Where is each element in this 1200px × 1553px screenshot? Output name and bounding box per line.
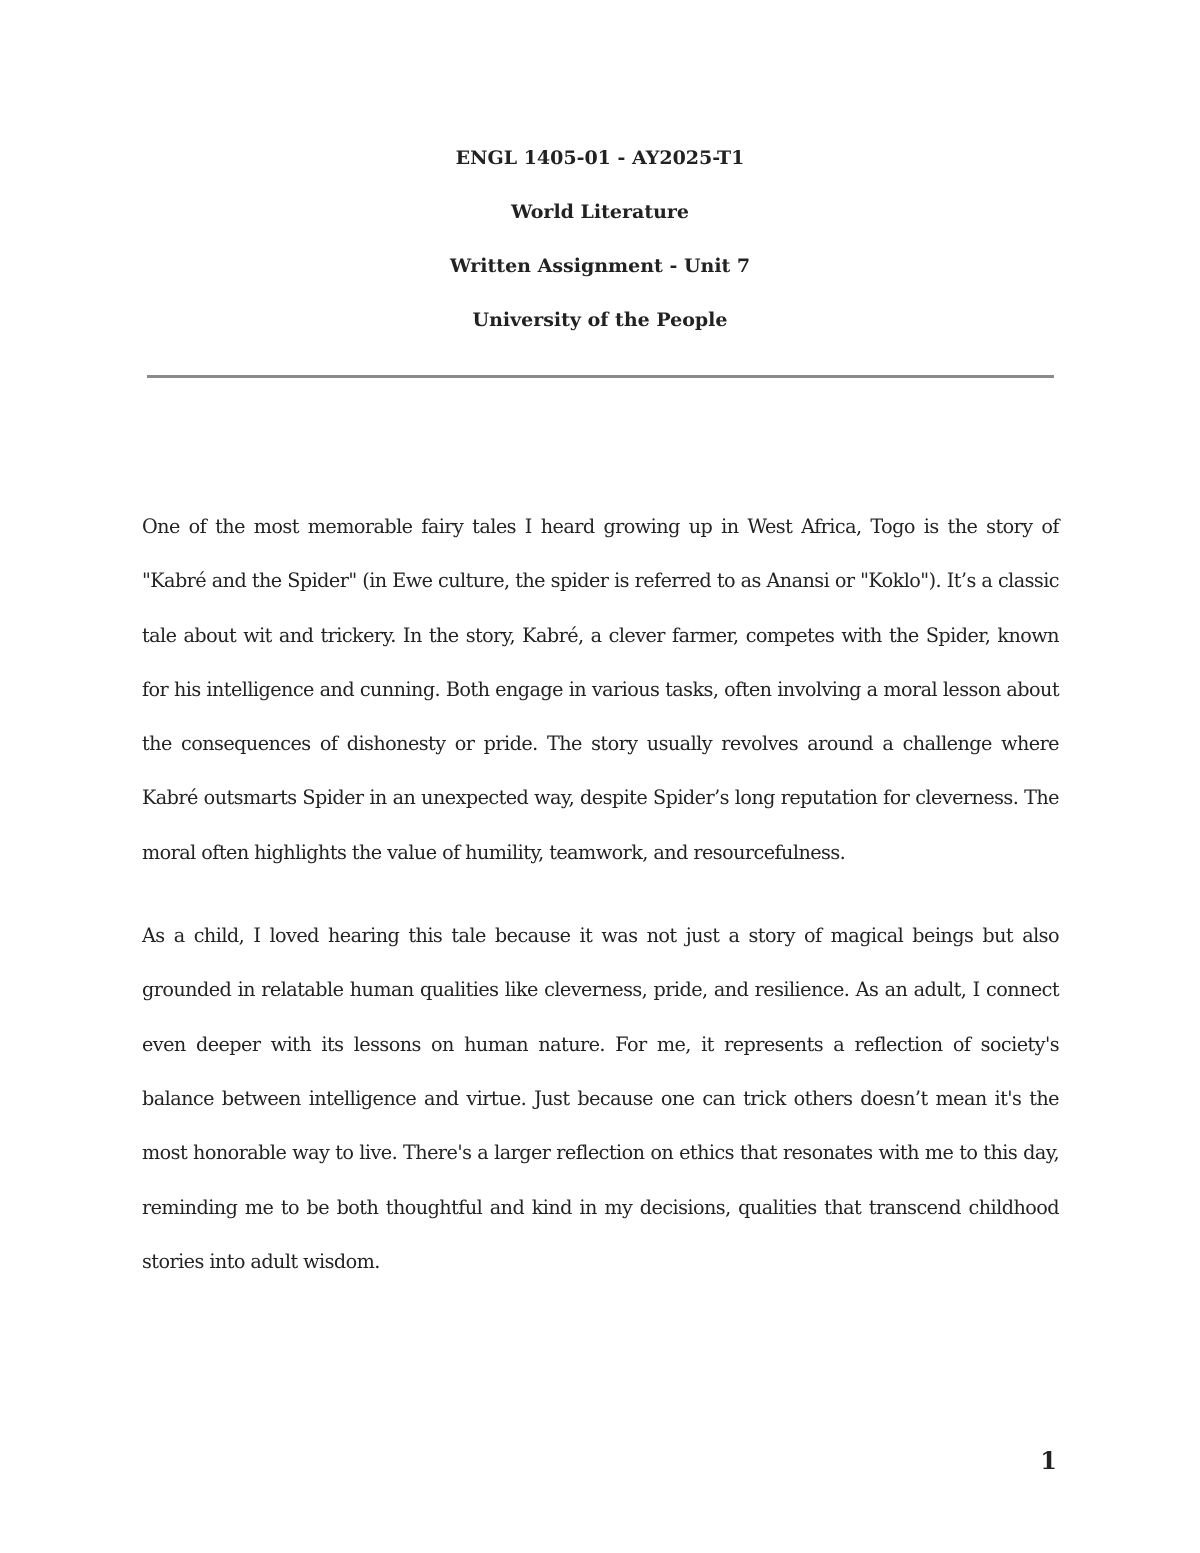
course-name: World Literature [510, 201, 690, 223]
page-number: 1 [1040, 1446, 1057, 1475]
institution-name: University of the People [472, 309, 728, 331]
document-body [142, 500, 1059, 1289]
body-paragraph-1: One of the most memorable fairy tales I heard growing up in West Africa, Togo is the story of "Kabré and the Spider" (in Ewe culture, the spider is referred to as Anansi or "Koklo"). It’s a classic tale about wit and trickery. In the story, Kabré, a clever farmer, competes with the Spider, known for his intelligence and cunning. Both engage in various tasks, often involving a moral lesson about the consequences of dishonesty or pride. The story usually revolves around a challenge where Kabré outsmarts Spider in an unexpected way, despite Spider’s long reputation for cleverness. The moral often highlights the value of humility, teamwork, and resourcefulness. [142, 515, 1059, 864]
body-paragraph-2: As a child, I loved hearing this tale because it was not just a story of magical beings but also grounded in relatable human qualities like cleverness, pride, and resilience. As an adult, I connect even deeper with its lessons on human nature. For me, it represents a reflection of society's balance between intelligence and virtue. Just because one can trick others doesn’t mean it's the most honorable way to live. There's a larger reflection on ethics that resonates with me to this day, reminding me to be both thoughtful and kind in my decisions, qualities that transcend childhood stories into adult wisdom. [142, 924, 1059, 1273]
course-code: ENGL 1405-01 - AY2025-T1 [455, 147, 745, 169]
assignment-title: Written Assignment - Unit 7 [449, 255, 751, 277]
horizontal-divider [147, 375, 1054, 378]
title-block [0, 142, 1200, 358]
